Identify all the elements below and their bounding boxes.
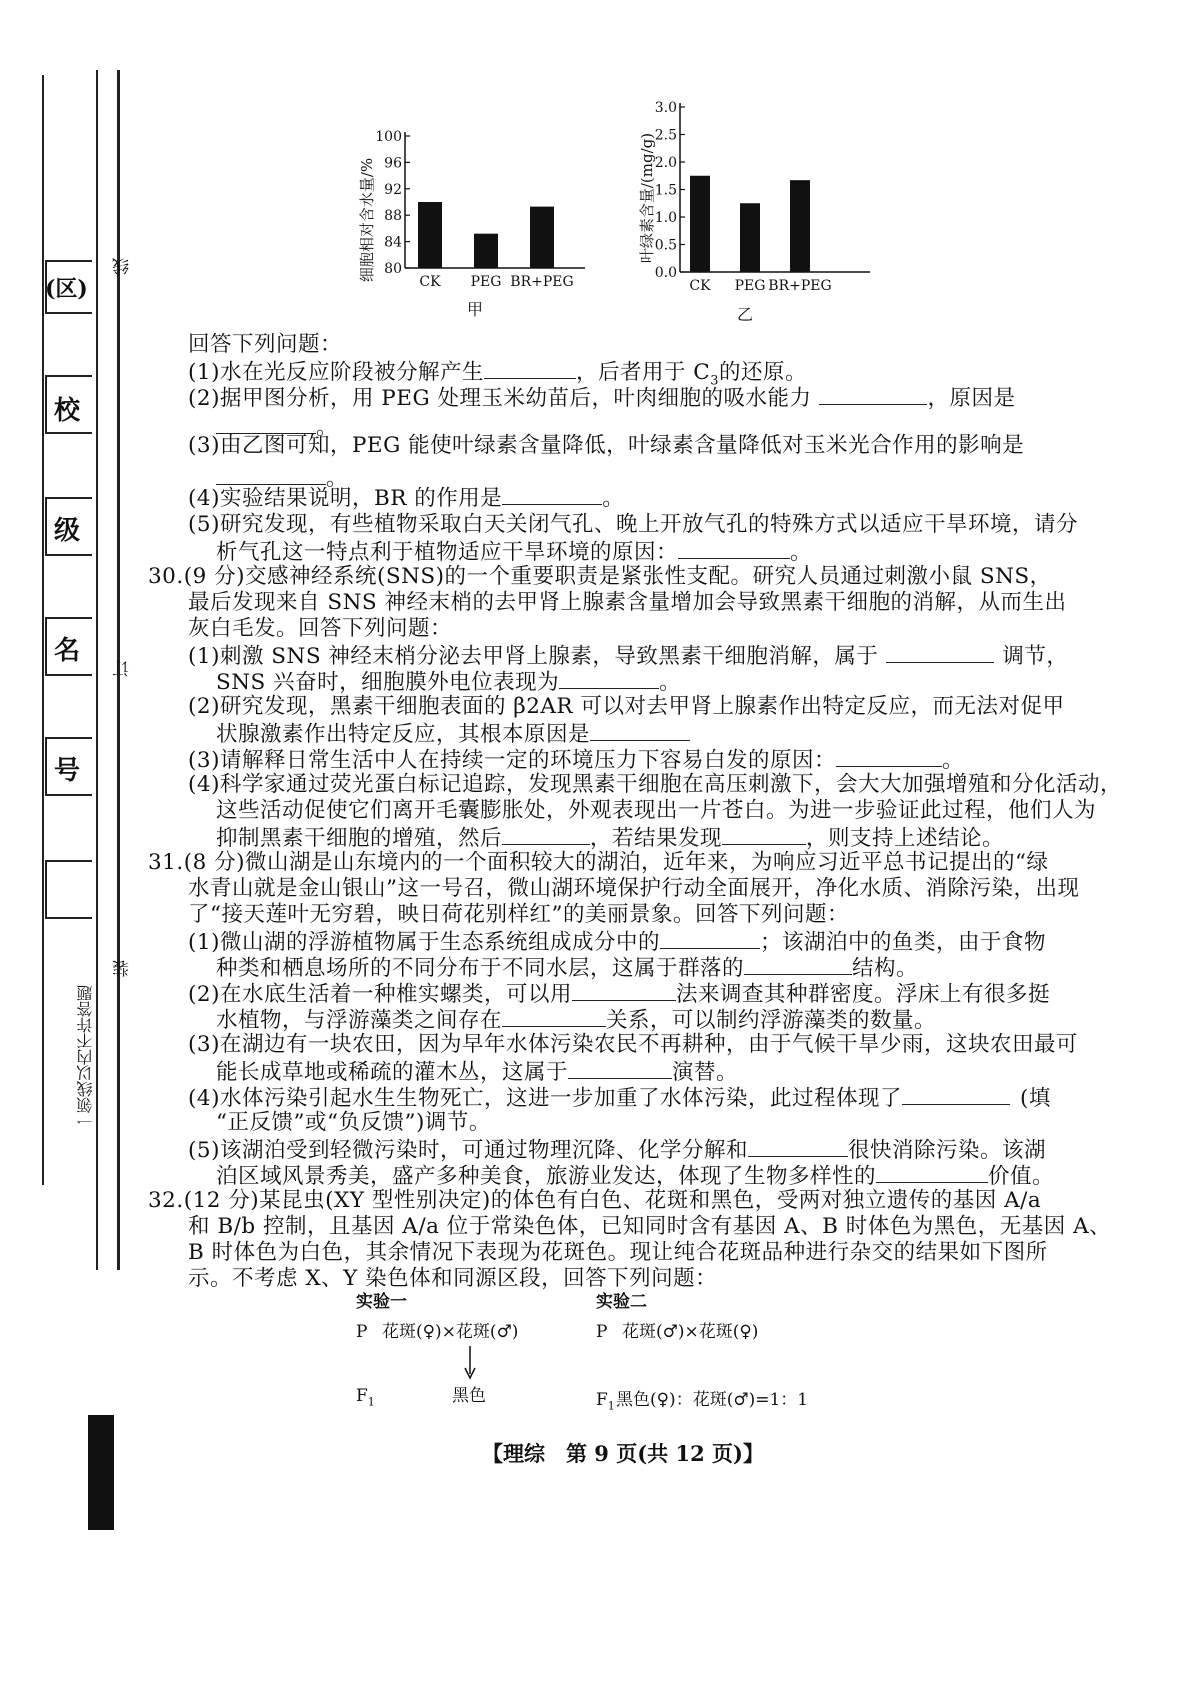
margin-field-number <box>45 737 92 796</box>
q31-part1: (1)微山湖的浮游植物属于生态系统组成成分中的 ；该湖泊中的鱼类，由于食物 <box>188 930 1046 955</box>
margin-field-class <box>45 497 92 556</box>
q31-part3-cont: 能长成草地或稀疏的灌木丛，这属于 演替。 <box>216 1060 739 1085</box>
exp1-cross: 花斑(♀)×花斑(♂) <box>382 1322 519 1342</box>
chart-jia-y-tick-label: 96 <box>384 155 402 172</box>
q29-part2: (2)据甲图分析，用 PEG 处理玉米幼苗后，叶肉细胞的吸水能力 ，原因是 <box>188 386 1016 411</box>
chart-yi-y-tick-label: 0.5 <box>654 237 677 254</box>
q32-line2: 和 B/b 控制，且基因 A/a 位于常染色体，已知同时含有基因 A、B 时体色为黑色，无基因 A、 <box>188 1214 1112 1239</box>
q31-blank-4[interactable] <box>502 1008 606 1027</box>
chart-yi-bar-br-peg <box>790 180 810 272</box>
q30-blank-2[interactable] <box>559 670 659 689</box>
q29-part3-cont: 。 <box>216 466 348 490</box>
chart-yi-y-tick-label: 3.0 <box>654 100 677 116</box>
exp2-cross: 花斑(♂)×花斑(♀) <box>622 1322 759 1342</box>
q29-blank-5[interactable] <box>502 486 602 505</box>
margin-field-district <box>45 260 92 314</box>
q29-part5: (5)研究发现，有些植物采取白天关闭气孔、晚上开放气孔的特殊方式以适应干旱环境，请分 <box>188 512 1078 537</box>
q31-blank-6[interactable] <box>902 1086 1010 1105</box>
q31-part5-cont: 泊区域风景秀美，盛产多种美食，旅游业发达，体现了生物多样性的 价值。 <box>216 1164 1055 1189</box>
margin-word-line: 线 <box>113 258 133 275</box>
q30-part1-cont: SNS 兴奋时，细胞膜外电位表现为 。 <box>216 670 682 695</box>
q30-line3: 灰白毛发。回答下列问题： <box>188 616 453 641</box>
chart-yi-x-tick-label: PEG <box>734 278 766 294</box>
margin-label-class: 级 <box>54 516 81 546</box>
chart-jia-x-tick-label: BR+PEG <box>510 274 574 290</box>
exp2-f1-label: $F_1$ <box>596 1390 615 1413</box>
cross-arrow <box>462 1346 478 1380</box>
q29-part4: (4)实验结果说明，BR 的作用是 。 <box>188 486 625 511</box>
margin-label-district: (区) <box>45 276 88 302</box>
q32-line3: B 时体色为白色，其余情况下表现为花斑色。现让纯合花斑品种进行杂交的结果如下图所 <box>188 1240 1048 1265</box>
q30-part1: (1)刺激 SNS 神经末梢分泌去甲肾上腺素，导致黑素干细胞消解，属于 调节， <box>188 644 1069 669</box>
q30-blank-1[interactable] <box>886 644 994 663</box>
chart-yi-y-tick-label: 0.0 <box>654 265 677 281</box>
chart-jia-y-tick-label: 92 <box>384 181 402 198</box>
chart-jia-y-tick-label: 88 <box>384 208 402 225</box>
q31-part2: (2)在水底生活着一种椎实螺类，可以用 法来调查其种群密度。浮床上有很多挺 <box>188 982 1050 1007</box>
q29-part1: (1)水在光反应阶段被分解产生 ，后者用于 $C_3$的还原。 <box>188 360 808 389</box>
q30-part3: (3)请解释日常生活中人在持续一定的环境压力下容易白发的原因： 。 <box>188 748 964 773</box>
q31-part1-cont: 种类和栖息场所的不同分布于不同水层，这属于群落的 结构。 <box>216 956 919 981</box>
chart-jia-bar-br-peg <box>530 207 554 268</box>
chart-jia-y-tick-label: 100 <box>375 129 402 145</box>
q29-part5-cont: 析气孔这一特点利于植物适应干旱环境的原因： 。 <box>216 540 813 565</box>
q29-part3: (3)由乙图可知，PEG 能使叶绿素含量降低，叶绿素含量降低对玉米光合作用的影响是 <box>188 433 1025 458</box>
margin-note: 一领线以内不许答题 <box>76 985 95 1129</box>
margin-label-number: 号 <box>54 756 81 786</box>
q30-blank-3[interactable] <box>590 722 690 741</box>
margin-black-strip <box>88 1415 114 1530</box>
chart-yi-caption: 乙 <box>736 305 754 324</box>
chart-yi-x-tick-label: BR+PEG <box>768 278 832 294</box>
exp1-title: 实验一 <box>356 1292 407 1312</box>
q30-part4-cont: 这些活动促使它们离开毛囊膨胀处，外观表现出一片苍白。为进一步验证此过程，他们人为 <box>216 798 1097 823</box>
margin-word-bind: 订 <box>113 660 133 677</box>
q30-line2: 最后发现来自 SNS 神经末梢的去甲肾上腺素含量增加会导致黑素干细胞的消解，从而生出 <box>188 590 1067 615</box>
q31-part3: (3)在湖边有一块农田，因为早年水体污染农民不再耕种，由于气候干旱少雨，这块农田最可 <box>188 1032 1078 1057</box>
q31-blank-1[interactable] <box>660 930 760 949</box>
exp1-p-label: P <box>356 1322 368 1342</box>
margin-label-school: 校 <box>54 396 81 426</box>
margin-label-name: 名 <box>54 636 81 666</box>
q31-blank-2[interactable] <box>744 956 852 975</box>
q29-blank-1[interactable] <box>484 360 576 379</box>
margin-field-extra <box>45 860 92 919</box>
q31-part4-cont: “正反馈”或“负反馈”)调节。 <box>216 1110 491 1135</box>
chart-yi-y-tick-label: 2.5 <box>654 127 677 144</box>
chart-jia-ylabel: 细胞相对含水量/% <box>358 157 376 283</box>
q31-part4: (4)水体污染引起水生生物死亡，这进一步加重了水体污染，此过程体现了 (填 <box>188 1086 1051 1111</box>
q29-blank-4[interactable] <box>216 466 326 485</box>
q32-line1: 32.(12 分)某昆虫(XY 型性别决定)的体色有白色、花斑和黑色，受两对独立遗传的基因 A/a <box>148 1188 1042 1213</box>
q31-part2-cont: 水植物，与浮游藻类之间存在 关系，可以制约浮游藻类的数量。 <box>216 1008 937 1033</box>
margin-word-staple: 装 <box>113 960 133 977</box>
page-footer: 【理综 第 9 页(共 12 页)】 <box>482 1441 764 1466</box>
q30-part2-cont: 状腺激素作出特定反应，其根本原因是 <box>216 722 690 746</box>
exp1-f1-result: 黑色 <box>452 1386 486 1406</box>
chart-yi-y-tick-label: 2.0 <box>654 155 677 171</box>
margin-outer-line <box>42 75 44 1185</box>
q30-part4-cont2: 抑制黑素干细胞的增殖，然后 ，若结果发现 ，则支持上述结论。 <box>216 826 1005 851</box>
q29-part2-cont: 。 <box>216 415 338 439</box>
chart-jia <box>350 120 610 330</box>
q30-part4: (4)科学家通过荧光蛋白标记追踪，发现黑素干细胞在高压刺激下，会大大加强增殖和分化活动， <box>188 772 1122 797</box>
q31-blank-3[interactable] <box>572 982 676 1001</box>
margin-field-name <box>45 617 92 676</box>
chart-yi-x-tick-label: CK <box>689 278 711 294</box>
q31-blank-8[interactable] <box>876 1164 988 1183</box>
exp2-f1-result: 黑色(♀)：花斑(♂)=1：1 <box>616 1390 809 1410</box>
chart-yi-y-tick-label: 1.5 <box>654 182 677 199</box>
q31-line3: 了“接天莲叶无穷碧，映日荷花别样红”的美丽景象。回答下列问题： <box>188 902 849 927</box>
chart-yi <box>630 98 890 330</box>
chart-yi-ylabel: 叶绿素含量/(mg/g) <box>638 132 656 264</box>
q31-line1: 31.(8 分)微山湖是山东境内的一个面积较大的湖泊，近年来，为响应习近平总书记提出的“绿 <box>148 850 1049 875</box>
q30-blank-4[interactable] <box>836 748 942 767</box>
q30-blank-5[interactable] <box>502 826 590 845</box>
q29-intro: 回答下列问题： <box>188 332 343 357</box>
exp2-p-label: P <box>596 1322 608 1342</box>
chart-jia-x-tick-label: CK <box>419 274 441 290</box>
chart-jia-y-tick-label: 84 <box>384 234 402 251</box>
chart-jia-y-tick-label: 80 <box>384 261 402 277</box>
q30-part2: (2)研究发现，黑素干细胞表面的 β2AR 可以对去甲肾上腺素作出特定反应，而无法对促甲 <box>188 694 1065 719</box>
q31-part5: (5)该湖泊受到轻微污染时，可通过物理沉降、化学分解和 很快消除污染。该湖 <box>188 1138 1046 1163</box>
q30-blank-6[interactable] <box>722 826 806 845</box>
q29-blank-6[interactable] <box>678 540 790 559</box>
q31-blank-5[interactable] <box>568 1060 672 1079</box>
exp1-f1-label: $F_1$ <box>356 1386 375 1409</box>
q31-line2: 水青山就是金山银山”这一号召，微山湖环境保护行动全面展开，净化水质、消除污染，出现 <box>188 876 1080 901</box>
chart-jia-bar-peg <box>474 234 498 268</box>
margin-field-school <box>45 375 92 434</box>
exp2-title: 实验二 <box>596 1292 647 1312</box>
q29-blank-3[interactable] <box>216 415 316 434</box>
chart-jia-bar-ck <box>418 202 442 268</box>
q32-line4: 示。不考虑 X、Y 染色体和同源区段，回答下列问题： <box>188 1266 718 1291</box>
chart-jia-x-tick-label: PEG <box>470 274 502 290</box>
q30-line1: 30.(9 分)交感神经系统(SNS)的一个重要职责是紧张性支配。研究人员通过刺激小鼠 SNS， <box>148 564 1052 589</box>
chart-yi-bar-ck <box>690 176 710 272</box>
q29-blank-2[interactable] <box>819 386 927 405</box>
chart-yi-bar-peg <box>740 203 760 272</box>
q31-blank-7[interactable] <box>748 1138 848 1157</box>
chart-yi-y-tick-label: 1.0 <box>654 210 677 226</box>
chart-jia-caption: 甲 <box>466 300 484 319</box>
